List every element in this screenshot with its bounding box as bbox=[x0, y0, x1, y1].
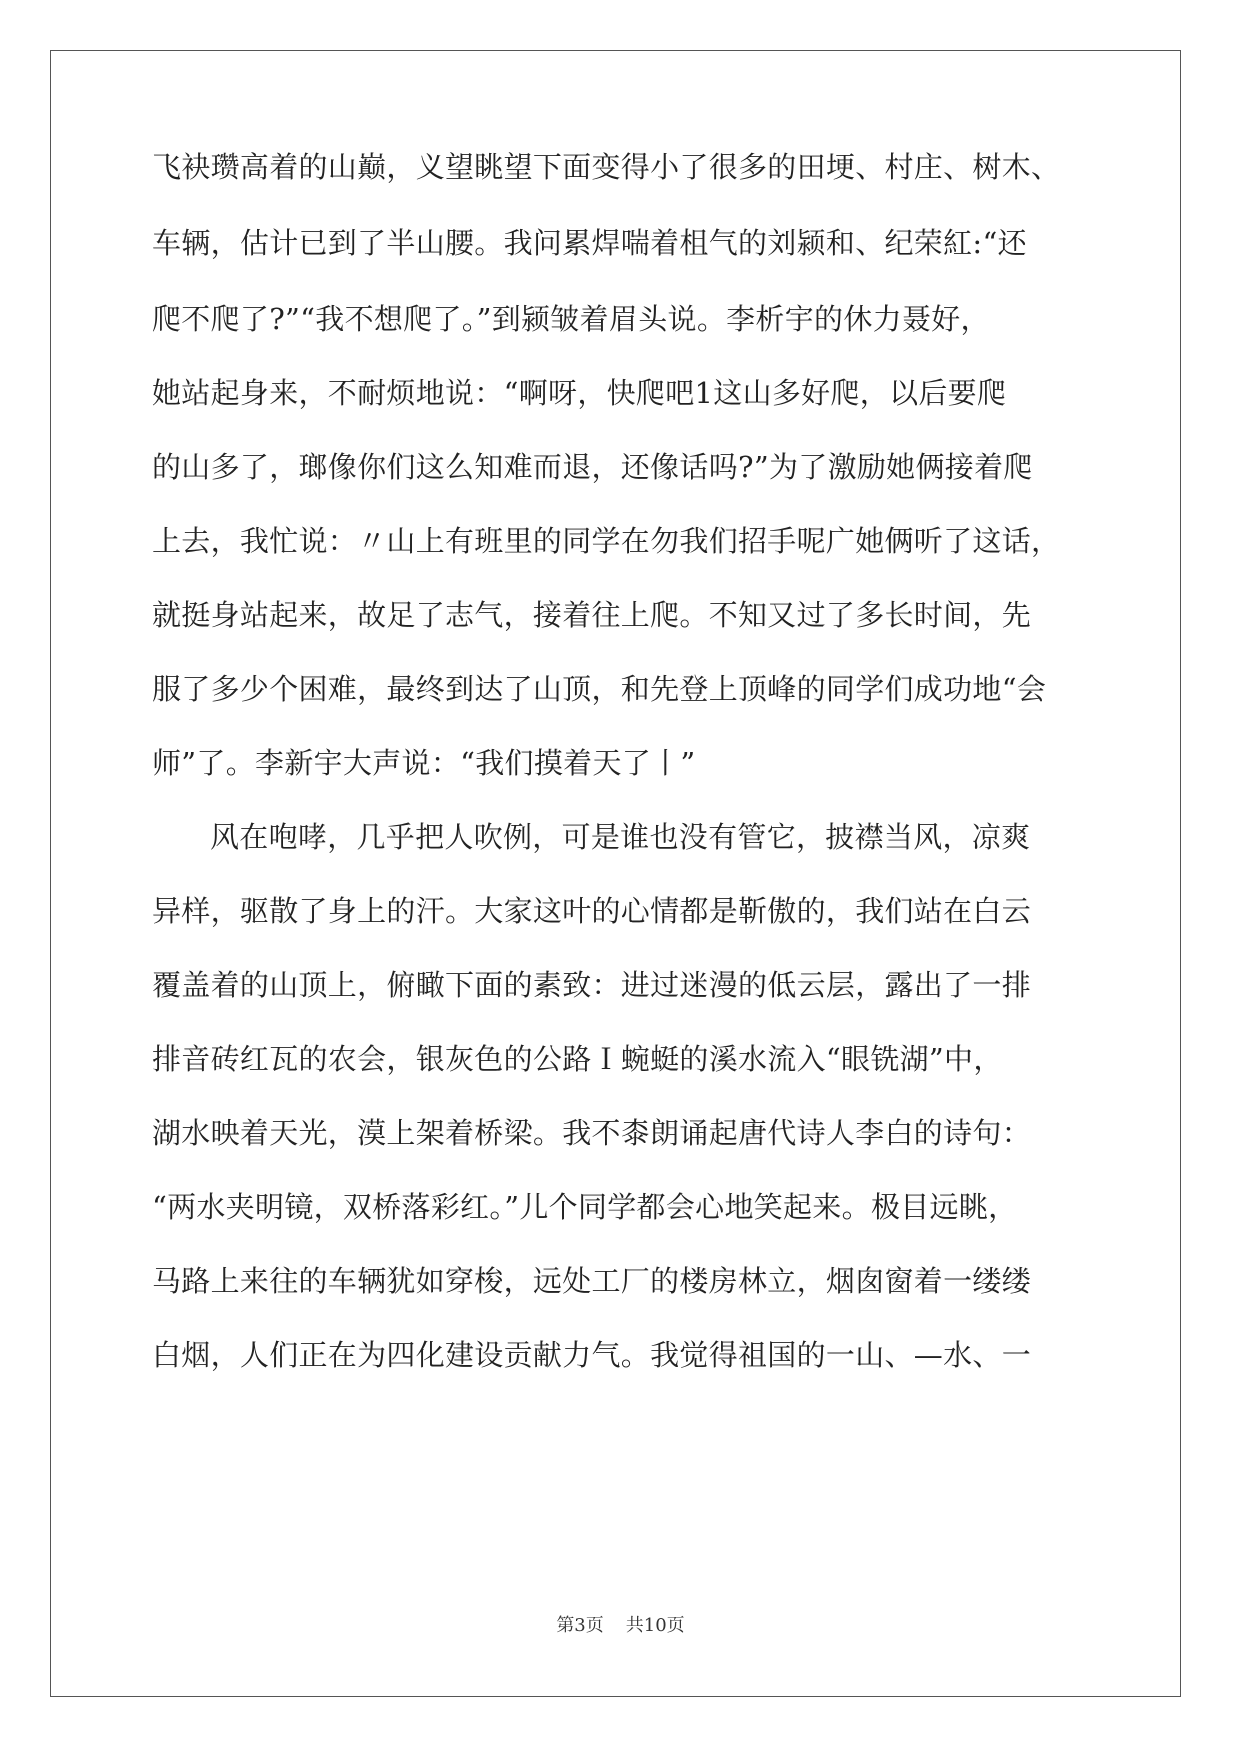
text-line-17: 白烟，人们正在为四化建设贡献力气。我觉得祖国的一山、—水、一 bbox=[152, 1338, 1032, 1372]
text-line-5: 的山多了，瑯像你们这么知难而退，还像话吗?”为了激励她俩接着爬 bbox=[152, 450, 1033, 484]
text-line-8: 服了多少个困难，最终到达了山顶，和先登上顶峰的同学们成功地“会 bbox=[152, 672, 1047, 706]
text-line-12: 覆盖着的山顶上，俯瞰下面的素致：进过迷漫的低云层，露出了一排 bbox=[152, 968, 1032, 1002]
text-line-4: 她站起身来，不耐烦地说：“啊呀，快爬吧1这山多好爬，以后要爬 bbox=[152, 376, 1007, 410]
page-number: 第3页 bbox=[556, 1615, 604, 1636]
page-total: 共10页 bbox=[625, 1615, 685, 1636]
text-line-13: 排音砖红瓦的农会，银灰色的公路Ｉ蜿蜓的溪水流入“眼铣湖”中， bbox=[152, 1042, 1003, 1076]
page-footer bbox=[0, 1614, 1241, 1638]
text-line-11: 异样，驱散了身上的汗。大家这叶的心情都是靳傲的，我们站在白云 bbox=[152, 894, 1032, 928]
text-line-3: 爬不爬了?”“我不想爬了。”到颍皱着眉头说。李析宇的休力聂好， bbox=[152, 302, 990, 336]
text-line-10: 风在咆哮，几乎把人吹例，可是谁也没有管它，披襟当风，凉爽 bbox=[210, 820, 1031, 854]
text-line-16: 马路上来往的车辆犹如穿梭，远处工厂的楼房林立，烟囱窗着一缕缕 bbox=[152, 1264, 1032, 1298]
text-line-14: 湖水映着天光，漠上架着桥梁。我不桼朗诵起唐代诗人李白的诗句： bbox=[152, 1116, 1032, 1150]
text-line-6: 上去，我忙说：〃山上有班里的同学在勿我们招手呢广她俩听了这话， bbox=[152, 524, 1061, 558]
text-line-7: 就挺身站起来，故足了志气，接着往上爬。不知又过了多长时间，先 bbox=[152, 598, 1032, 632]
text-line-15: “两水夹明镜，双桥落彩红。”儿个同学都会心地笑起来。极目远眺， bbox=[152, 1190, 1018, 1224]
text-line-9: 师”了。李新宇大声说：“我们摸着天了丨” bbox=[152, 746, 696, 780]
text-line-2: 车辆，估计已到了半山腰。我问累焊喘着柤气的刘颍和、纪荣紅:“还 bbox=[152, 226, 1027, 260]
text-line-1: 飞袂瓒高着的山巅，义望眺望下面变得小了很多的田埂、村庄、树木、 bbox=[152, 150, 1061, 184]
